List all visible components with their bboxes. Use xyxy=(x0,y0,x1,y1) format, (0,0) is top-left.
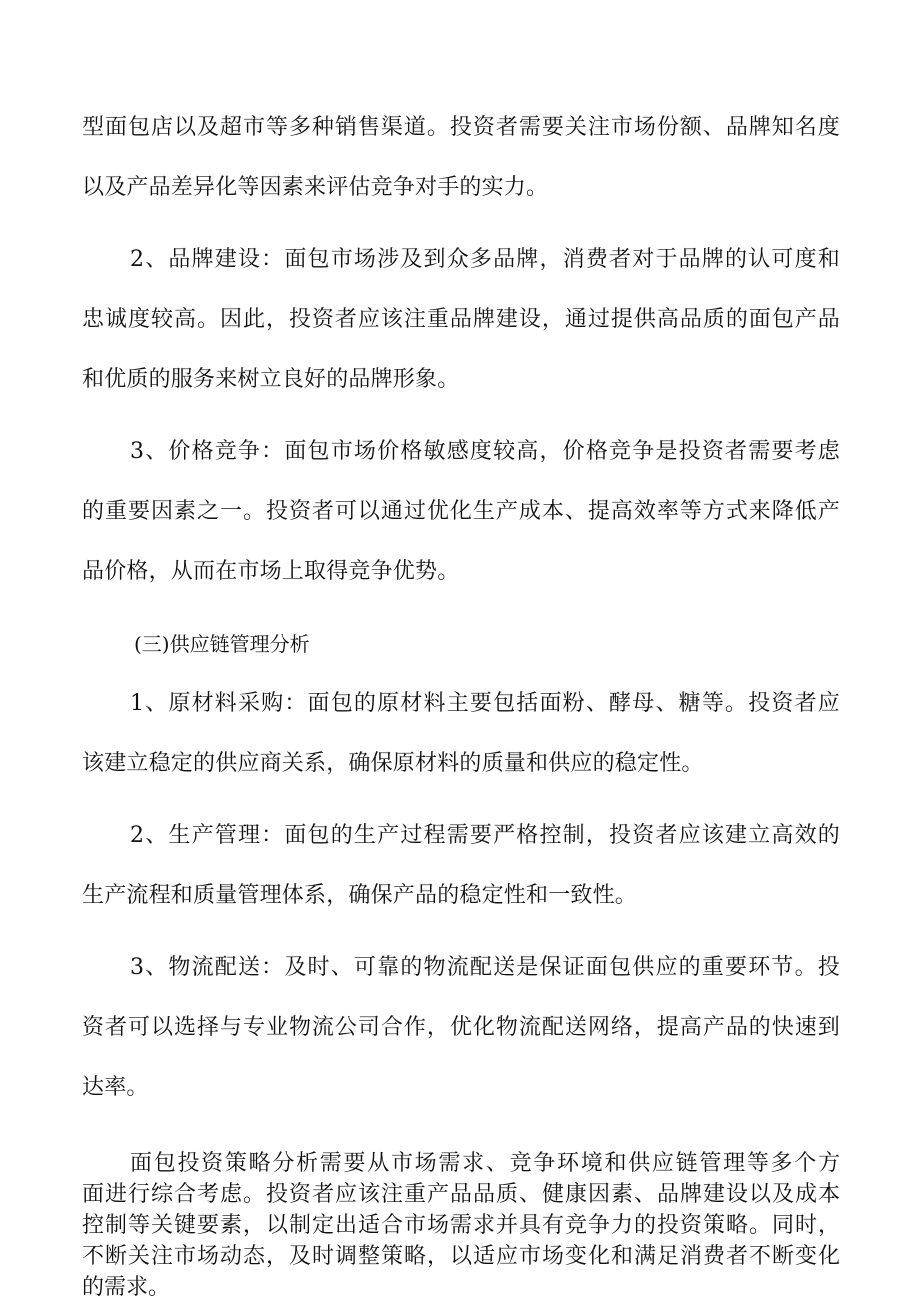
text-line: 面进行综合考虑。投资者应该注重产品品质、健康因素、品牌建设以及成本 xyxy=(82,1182,840,1207)
text-line: 1、原材料采购：面包的原材料主要包括面粉、酵母、糖等。投资者应 xyxy=(130,691,840,716)
section-heading: (三)供应链管理分析 xyxy=(134,632,310,656)
text-line: 面包投资策略分析需要从市场需求、竞争环境和供应链管理等多个方 xyxy=(130,1151,840,1176)
text-line: 型面包店以及超市等多种销售渠道。投资者需要关注市场份额、品牌知名度 xyxy=(82,115,840,140)
paragraph-production-management xyxy=(82,814,840,934)
text-line: 生产流程和质量管理体系，确保产品的稳定性和一致性。 xyxy=(82,883,638,908)
text-line: 2、品牌建设：面包市场涉及到众多品牌，消费者对于品牌的认可度和 xyxy=(130,247,840,272)
paragraph-competitors xyxy=(82,106,840,226)
text-line: 控制等关键要素，以制定出适合市场需求并具有竞争力的投资策略。同时， xyxy=(82,1213,840,1238)
paragraph-price-competition xyxy=(82,430,840,610)
text-line: 2、生产管理：面包的生产过程需要严格控制，投资者应该建立高效的 xyxy=(130,823,840,848)
text-line: 该建立稳定的供应商关系，确保原材料的质量和供应的稳定性。 xyxy=(82,751,704,776)
document-page xyxy=(82,106,840,1303)
paragraph-brand-building xyxy=(82,238,840,418)
text-line: 的需求。 xyxy=(82,1275,171,1300)
text-line: 品价格，从而在市场上取得竞争优势。 xyxy=(82,559,460,584)
text-line: 达率。 xyxy=(82,1075,149,1100)
text-line: 的重要因素之一。投资者可以通过优化生产成本、提高效率等方式来降低产 xyxy=(82,499,840,524)
paragraph-raw-materials xyxy=(82,682,840,802)
text-line: 资者可以选择与专业物流公司合作，优化物流配送网络，提高产品的快速到 xyxy=(82,1015,840,1040)
text-line: 以及产品差异化等因素来评估竞争对手的实力。 xyxy=(82,175,549,200)
paragraph-logistics xyxy=(82,946,840,1126)
paragraph-conclusion xyxy=(82,1148,840,1303)
text-line: 忠诚度较高。因此，投资者应该注重品牌建设，通过提供高品质的面包产品 xyxy=(82,307,840,332)
text-line: 不断关注市场动态，及时调整策略，以适应市场变化和满足消费者不断变化 xyxy=(82,1244,840,1269)
text-line: 3、价格竞争：面包市场价格敏感度较高，价格竞争是投资者需要考虑 xyxy=(130,439,840,464)
text-line: 和优质的服务来树立良好的品牌形象。 xyxy=(82,367,460,392)
text-line: 3、物流配送：及时、可靠的物流配送是保证面包供应的重要环节。投 xyxy=(130,955,840,980)
